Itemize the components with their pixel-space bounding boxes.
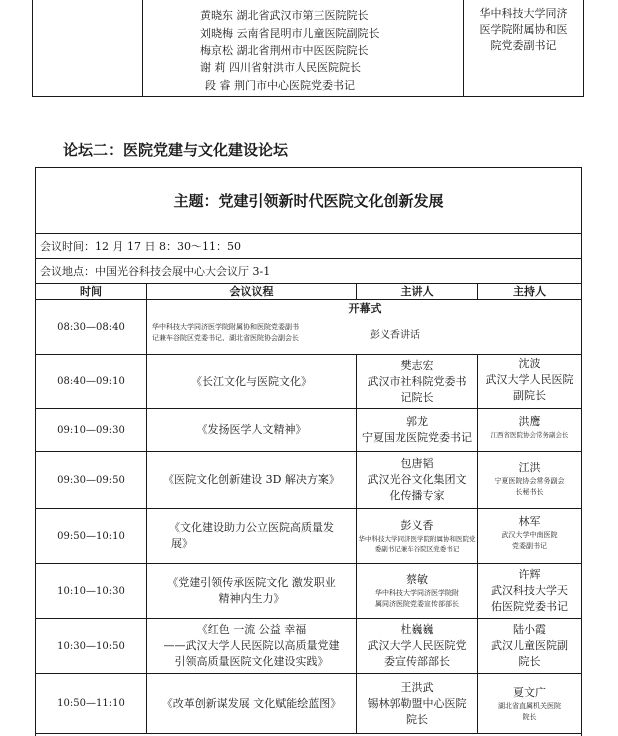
row-time: 09:50—10:10 [57,530,125,542]
row-speaker: 彭义香 华中科技大学同济医学院附属协和医院党 委副书记兼车谷院区党委书记 [358,519,476,553]
host-1: 沈波 武汉大学人民医院 副院长 [485,357,574,402]
row-agenda: 《改革创新谋发展 文化赋能绘蓝图》 [161,696,342,710]
row-time: 08:30—08:40 [57,321,125,333]
forum-theme: 主题：党建引领新时代医院文化创新发展 [173,192,444,210]
row-time: 08:40—09:10 [57,376,125,387]
row-time: 10:10—10:30 [57,585,125,597]
host-5: 许辉 武汉科技大学天 佑医院党委书记 [491,568,568,613]
host-7: 夏文广 湖北省直属机关医院 院长 [498,685,561,721]
row-time: 10:30—10:50 [57,640,125,652]
top-person-4: 谢 莉 四川省射洪市人民医院院长 [200,61,361,74]
row-agenda: 《党建引领传承医院文化 激发职业 精神内生力》 [167,576,336,605]
row-agenda: 《医院文化创新建设 3D 解决方案》 [163,473,340,486]
host-4: 林军 武汉大学中南医院 党委副书记 [501,515,558,550]
row-speaker: 包唐韬 武汉光谷文化集团文 化传播专家 [367,457,467,502]
top-person-2: 刘晓梅 云南省昆明市儿童医院副院长 [200,27,380,40]
header-agenda: 会议议程 [229,284,274,298]
meeting-place: 会议地点：中国光谷科技会展中心大会议厅 3-1 [40,265,271,278]
header-speaker: 主讲人 [400,284,434,298]
row-agenda: 《红色 一流 公益 幸福 ——武汉大学人民医院以高质量党建 引领高质量医院文化建设实践》 [163,623,340,668]
header-time: 时间 [80,284,102,298]
top-person-3: 梅京松 湖北省荆州市中医医院院长 [200,44,369,57]
host-3: 江洪 宁夏医院协会常务副会 长秘书长 [494,461,565,496]
row-agenda: 《长江文化与医院文化》 [191,374,312,388]
opening-title: 开幕式 [348,302,382,315]
row-time: 09:10—09:30 [57,424,125,436]
top-person-1: 黄晓东 湖北省武汉市第三医院院长 [200,9,369,22]
opening-speaker: 彭义香讲话 [370,330,420,341]
opening-organization: 华中科技大学同济医学院附属协和医院党委副书 记兼车谷院区党委书记、湖北省医院协会副会长 [152,323,299,342]
row-time: 09:30—09:50 [57,474,125,486]
top-person-5: 段 睿 荆门市中心医院党委书记 [205,79,355,92]
row-speaker: 杜巍巍 武汉大学人民医院党 委宣传部部长 [367,623,467,668]
row-speaker: 樊志宏 武汉市社科院党委书 记院长 [367,358,467,404]
meeting-time: 会议时间：12 月 17 日 8：30～11：50 [40,240,241,253]
top-host: 华中科技大学同济 医学院附属协和医 院党委副书记 [479,7,568,52]
row-agenda: 《文化建设助力公立医院高质量发 展》 [169,521,334,550]
row-speaker: 王洪武 锡林郭勒盟中心医院 院长 [367,680,467,726]
host-6: 陆小霞 武汉儿童医院副 院长 [491,623,568,668]
forum-heading: 论坛二：医院党建与文化建设论坛 [63,141,289,159]
row-agenda: 《发扬医学人文精神》 [196,423,307,436]
host-2: 洪鹰 江西省医院协会常务副会长 [490,415,569,439]
row-time: 10:50—11:10 [57,698,125,709]
row-speaker: 蔡敏 华中科技大学同济医学院附 属同济医院党委宣传部部长 [375,573,459,608]
row-speaker: 郭龙 宁夏国龙医院党委书记 [362,415,472,444]
header-host: 主持人 [513,284,546,298]
